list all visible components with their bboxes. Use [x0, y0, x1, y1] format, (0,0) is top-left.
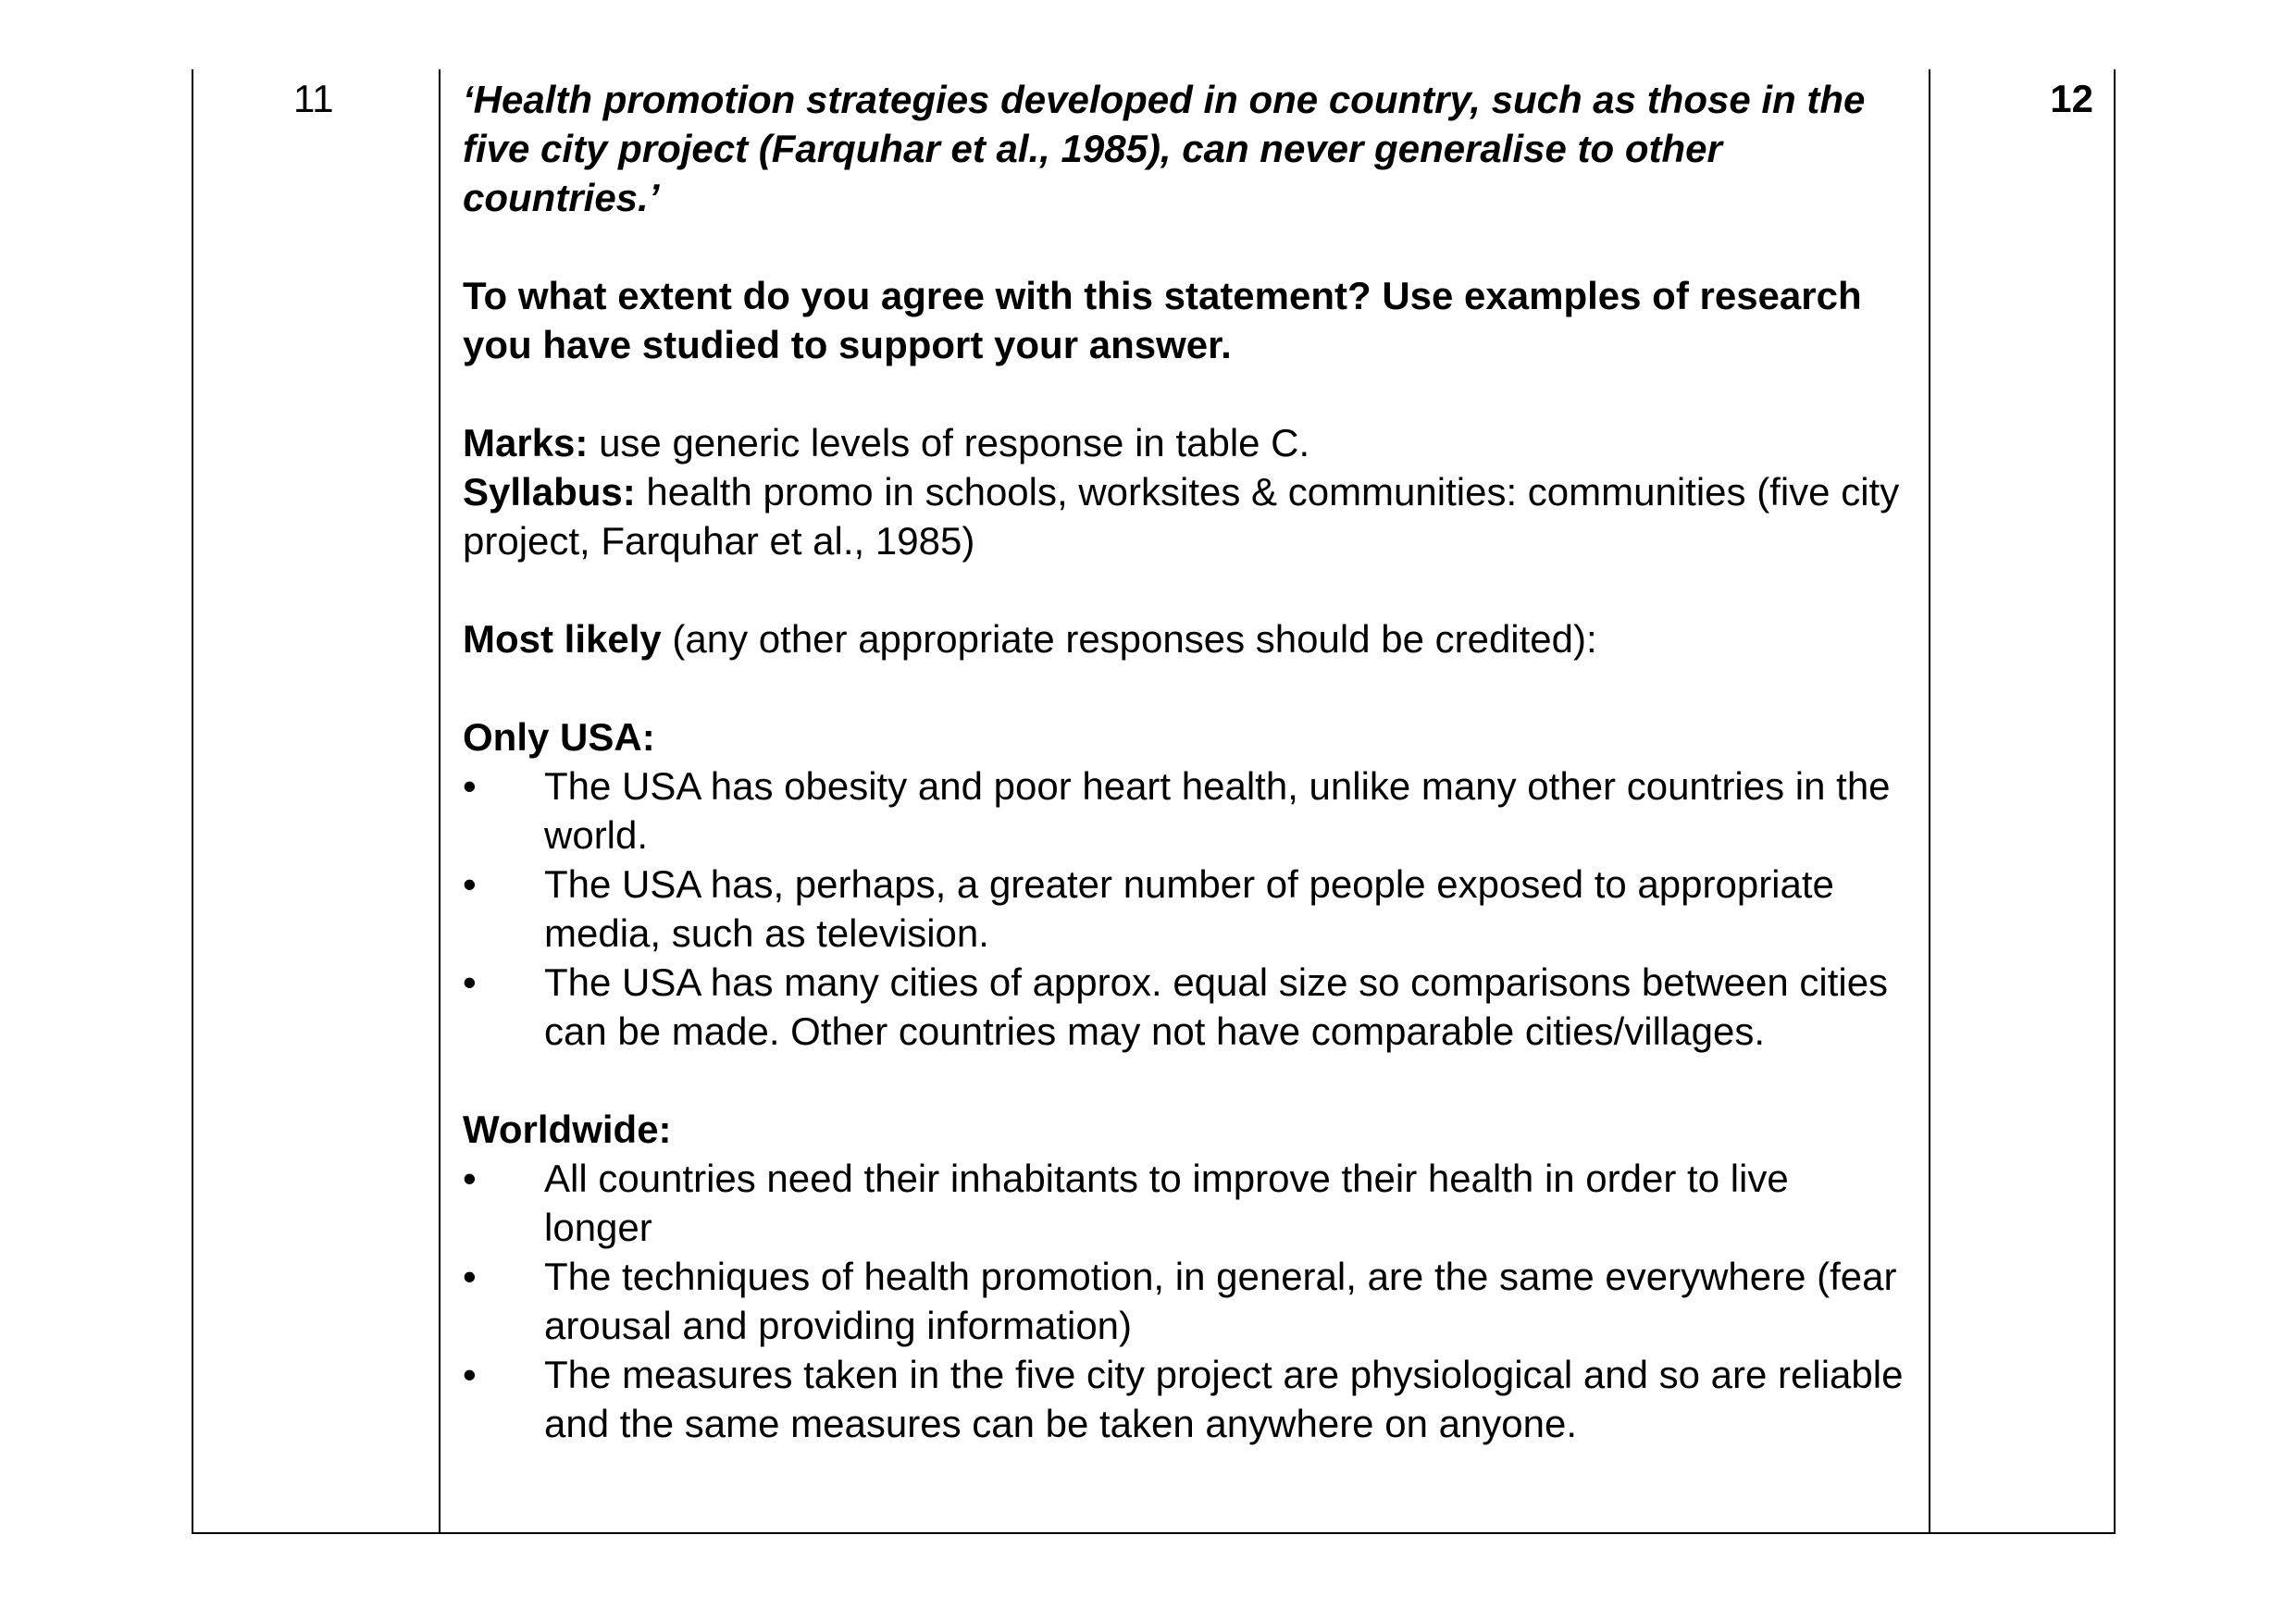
list-item [463, 761, 1906, 860]
mark-scheme-table [192, 69, 2116, 1534]
bullet-icon: • [463, 1353, 477, 1396]
answer-guidance-cell [441, 69, 1930, 1532]
marks-label: Marks: [463, 421, 589, 464]
bullet-icon: • [463, 862, 477, 906]
bullet-icon: • [463, 1157, 477, 1200]
marks-text: use generic levels of response in table C. [588, 421, 1310, 464]
most-likely-text: (any other appropriate responses should be credited): [661, 617, 1597, 661]
list-item-text: The USA has obesity and poor heart health, unlike many other countries in the world. [544, 764, 1891, 857]
marks-line [463, 418, 1906, 467]
list-item-text: The measures taken in the five city project are physiological and so are reliable and the same measures can be taken anywhere on anyone. [544, 1353, 1904, 1445]
list-item-text: The techniques of health promotion, in general, are the same everywhere (fear arousal and providing information) [544, 1255, 1897, 1347]
bullet-icon: • [463, 960, 477, 1004]
bullet-icon: • [463, 764, 477, 808]
list-item [463, 958, 1906, 1056]
list-item [463, 860, 1906, 958]
most-likely-line [463, 614, 1906, 663]
list-item [463, 1252, 1906, 1350]
section-only-usa [463, 712, 1906, 1056]
question-quote: ‘Health promotion strategies developed in one country, such as those in the five city project (Farquhar et al., 1985), can never generalise to other countries.’ [463, 78, 1866, 219]
section-heading: Only USA: [463, 715, 655, 759]
question-number: 11 [293, 77, 334, 120]
syllabus-label: Syllabus: [463, 470, 636, 514]
syllabus-line [463, 467, 1906, 565]
list-item [463, 1350, 1906, 1448]
most-likely-label: Most likely [463, 617, 662, 661]
question-number-cell [193, 69, 441, 1532]
marks-value: 12 [2050, 77, 2093, 120]
list-item-text: The USA has, perhaps, a greater number of people exposed to appropriate media, such as television. [544, 862, 1834, 955]
list-item-text: The USA has many cities of approx. equal size so comparisons between cities can be made. Other countries may not have comparable cities/villages. [544, 960, 1889, 1053]
section-worldwide [463, 1105, 1906, 1448]
bullet-list [463, 761, 1906, 1056]
syllabus-text: health promo in schools, worksites & communities: communities (five city project, Farquhar et al., 1985) [463, 470, 1900, 563]
marks-cell [1930, 69, 2114, 1532]
question-prompt: To what extent do you agree with this statement? Use examples of research you have studied to support your answer. [463, 274, 1862, 366]
bullet-list [463, 1154, 1906, 1448]
bullet-icon: • [463, 1255, 477, 1298]
list-item-text: All countries need their inhabitants to improve their health in order to live longer [544, 1157, 1789, 1249]
list-item [463, 1154, 1906, 1252]
section-heading: Worldwide: [463, 1108, 672, 1151]
answer-guidance-text [463, 75, 1906, 1448]
marks-syllabus-block [463, 418, 1906, 565]
